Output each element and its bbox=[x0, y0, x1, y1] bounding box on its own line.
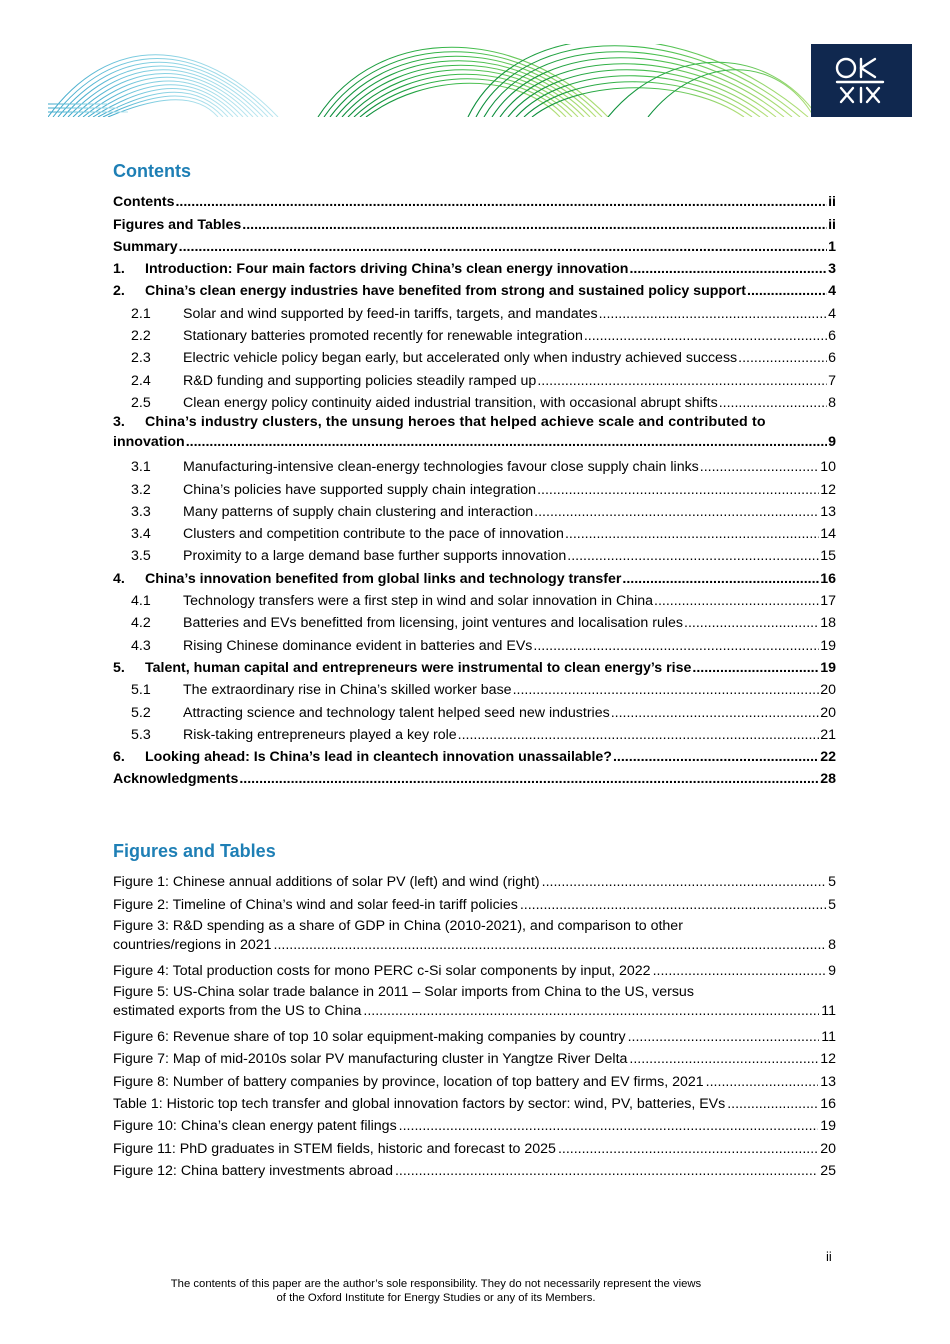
toc-leader-dots bbox=[622, 571, 819, 588]
figure-entry-page: 19 bbox=[820, 1118, 836, 1135]
toc-entry-number: 2.2 bbox=[131, 328, 151, 345]
toc-entry-title: Figures and Tables bbox=[113, 216, 242, 233]
figure-entry-title: Figure 11: PhD graduates in STEM fields, historic and forecast to 2025 bbox=[113, 1140, 556, 1157]
figure-entry-title: Table 1: Historic top tech transfer and global innovation factors by sector: wind, PV, batteries, EVs bbox=[113, 1096, 726, 1113]
toc-entry-number: 5.1 bbox=[131, 682, 151, 699]
figure-entry[interactable] bbox=[113, 891, 836, 913]
toc-entry-title: Clusters and competition contribute to the pace of innovation bbox=[183, 526, 564, 543]
toc-entry-title: Technology transfers were a first step in wind and solar innovation in China bbox=[183, 593, 654, 610]
toc-entry-page: 19 bbox=[820, 637, 836, 654]
figure-leader-dots bbox=[542, 874, 826, 891]
toc-entry-page: 4 bbox=[828, 305, 836, 322]
figure-entry-title-cont: countries/regions in 2021 bbox=[113, 936, 272, 953]
figure-entry[interactable] bbox=[113, 1135, 836, 1157]
toc-leader-dots bbox=[534, 504, 819, 521]
toc-entry-title: Risk-taking entrepreneurs played a key role bbox=[183, 726, 457, 743]
toc-entry-number: 6. bbox=[113, 749, 125, 766]
toc-entry-page: 12 bbox=[820, 481, 836, 498]
toc-leader-dots bbox=[700, 459, 819, 476]
figure-leader-dots bbox=[628, 1029, 820, 1046]
toc-entry-title: China’s industry clusters, the unsung heroes that helped achieve scale and contributed to bbox=[145, 413, 766, 430]
toc-entry-title: Acknowledgments bbox=[113, 771, 239, 788]
toc-leader-dots bbox=[654, 593, 819, 610]
toc-entry-title: Rising Chinese dominance evident in batteries and EVs bbox=[183, 637, 533, 654]
toc-entry[interactable] bbox=[113, 476, 836, 498]
toc-entry[interactable] bbox=[113, 632, 836, 654]
toc-entry[interactable] bbox=[113, 390, 836, 412]
toc-entry[interactable] bbox=[113, 722, 836, 744]
toc-leader-dots bbox=[175, 194, 827, 211]
toc-leader-dots bbox=[242, 217, 827, 234]
figure-entry-page: 16 bbox=[820, 1096, 836, 1113]
figure-entry-page: 9 bbox=[828, 962, 836, 979]
toc-entry-title: Introduction: Four main factors driving China’s clean energy innovation bbox=[145, 261, 629, 278]
figures-list bbox=[113, 869, 836, 1180]
figure-entry[interactable] bbox=[113, 869, 836, 891]
toc-entry[interactable] bbox=[113, 367, 836, 389]
toc-entry-number: 3. bbox=[113, 413, 125, 430]
toc-entry[interactable] bbox=[113, 588, 836, 610]
toc-entry-page: 4 bbox=[828, 283, 836, 300]
figure-entry-title: Figure 8: Number of battery companies by province, location of top battery and EV firms, 2021 bbox=[113, 1073, 704, 1090]
toc-entry-page: ii bbox=[828, 194, 836, 211]
figure-entry[interactable] bbox=[113, 1091, 836, 1113]
toc-entry-page: 7 bbox=[828, 372, 836, 389]
toc-entry[interactable] bbox=[113, 677, 836, 699]
toc-entry-page: 1 bbox=[828, 238, 836, 255]
toc-entry-number: 2.3 bbox=[131, 350, 151, 367]
figure-leader-dots bbox=[395, 1163, 818, 1180]
toc-entry-page: 20 bbox=[820, 682, 836, 699]
toc-entry-number: 5. bbox=[113, 659, 125, 676]
toc-entry-title: Contents bbox=[113, 194, 175, 211]
toc-entry-title: Batteries and EVs benefitted from licensing, joint ventures and localisation rules bbox=[183, 615, 683, 632]
figure-leader-dots bbox=[363, 1002, 819, 1021]
toc-entry-title: Manufacturing-intensive clean-energy technologies favour close supply chain links bbox=[183, 459, 699, 476]
toc-leader-dots bbox=[179, 239, 827, 256]
toc-entry-page: 22 bbox=[820, 749, 836, 766]
figure-entry-page: 12 bbox=[820, 1051, 836, 1068]
toc-entry-number: 2.1 bbox=[131, 305, 151, 322]
toc-entry[interactable] bbox=[113, 189, 836, 211]
toc-entry[interactable] bbox=[113, 499, 836, 521]
toc-leader-dots bbox=[458, 727, 820, 744]
toc-entry-title: Attracting science and technology talent helped seed new industries bbox=[183, 704, 610, 721]
toc-leader-dots bbox=[565, 526, 819, 543]
toc-entry-title: Clean energy policy continuity aided industrial transition, with occasional abrupt shifts bbox=[183, 394, 718, 411]
toc-entry-page: 20 bbox=[820, 704, 836, 721]
figure-entry-line bbox=[113, 1002, 836, 1021]
figure-leader-dots bbox=[274, 936, 827, 955]
figure-entry-page: 5 bbox=[828, 874, 836, 891]
figure-entry[interactable] bbox=[113, 983, 836, 1021]
toc-entry-number: 2.4 bbox=[131, 372, 151, 389]
table-of-contents bbox=[113, 189, 836, 788]
toc-entry-number: 3.2 bbox=[131, 481, 151, 498]
toc-entry[interactable] bbox=[113, 211, 836, 233]
toc-entry-page: 8 bbox=[828, 394, 836, 411]
toc-entry-line bbox=[113, 412, 836, 432]
figure-entry-title: Figure 7: Map of mid-2010s solar PV manufacturing cluster in Yangtze River Delta bbox=[113, 1051, 628, 1068]
toc-leader-dots bbox=[613, 749, 819, 766]
figure-entry-page: 8 bbox=[828, 936, 836, 953]
toc-entry-title: China’s innovation benefited from global links and technology transfer bbox=[145, 570, 622, 587]
toc-entry-number: 4.1 bbox=[131, 593, 151, 610]
toc-entry-number: 3.5 bbox=[131, 548, 151, 565]
toc-leader-dots bbox=[629, 261, 827, 278]
figure-leader-dots bbox=[727, 1096, 818, 1113]
figure-entry-title: Figure 12: China battery investments abroad bbox=[113, 1162, 393, 1179]
toc-entry-page: 21 bbox=[820, 726, 836, 743]
figure-entry-title: Figure 10: China’s clean energy patent filings bbox=[113, 1118, 397, 1135]
figure-entry-page: 20 bbox=[820, 1140, 836, 1157]
toc-entry-page: 18 bbox=[820, 615, 836, 632]
toc-entry[interactable] bbox=[113, 521, 836, 543]
contents-heading: Contents bbox=[113, 161, 191, 181]
figure-entry[interactable] bbox=[113, 1068, 836, 1090]
toc-entry[interactable] bbox=[113, 454, 836, 476]
toc-entry-title: Talent, human capital and entrepreneurs were instrumental to clean energy’s rise bbox=[145, 659, 692, 676]
toc-entry-title: R&D funding and supporting policies steadily ramped up bbox=[183, 372, 537, 389]
figure-entry-title: Figure 6: Revenue share of top 10 solar equipment-making companies by country bbox=[113, 1029, 626, 1046]
toc-entry-number: 4. bbox=[113, 570, 125, 587]
toc-entry-page: 28 bbox=[820, 771, 836, 788]
toc-leader-dots bbox=[738, 350, 827, 367]
toc-entry-page: 9 bbox=[828, 433, 836, 450]
toc-entry-page: 6 bbox=[828, 350, 836, 367]
figure-leader-dots bbox=[399, 1118, 819, 1135]
figure-leader-dots bbox=[520, 897, 826, 914]
figure-entry[interactable] bbox=[113, 1024, 836, 1046]
toc-entry[interactable] bbox=[113, 323, 836, 345]
toc-entry-title-cont: innovation bbox=[113, 433, 185, 450]
figure-leader-dots bbox=[629, 1051, 818, 1068]
figure-entry-page: 5 bbox=[828, 896, 836, 913]
toc-entry-page: 14 bbox=[820, 526, 836, 543]
toc-entry-title: Looking ahead: Is China’s lead in cleantech innovation unassailable? bbox=[145, 749, 612, 766]
toc-entry-number: 4.2 bbox=[131, 615, 151, 632]
toc-entry-title: Proximity to a large demand base further supports innovation bbox=[183, 548, 567, 565]
toc-leader-dots bbox=[537, 482, 819, 499]
toc-entry-page: 13 bbox=[820, 503, 836, 520]
toc-entry-number: 5.3 bbox=[131, 726, 151, 743]
toc-leader-dots bbox=[567, 548, 819, 565]
toc-entry-page: 10 bbox=[820, 459, 836, 476]
toc-entry[interactable] bbox=[113, 234, 836, 256]
toc-entry-number: 3.1 bbox=[131, 459, 151, 476]
figure-entry[interactable] bbox=[113, 1158, 836, 1180]
figure-entry[interactable] bbox=[113, 958, 836, 980]
toc-leader-dots bbox=[747, 283, 827, 300]
toc-entry[interactable] bbox=[113, 766, 836, 788]
figure-entry-page: 11 bbox=[821, 1002, 836, 1019]
figure-entry[interactable] bbox=[113, 1046, 836, 1068]
toc-entry-title: Electric vehicle policy began early, but accelerated only when industry achieved success bbox=[183, 350, 738, 367]
figure-leader-dots bbox=[558, 1141, 818, 1158]
toc-entry-page: 3 bbox=[828, 261, 836, 278]
toc-entry-line bbox=[113, 432, 836, 452]
figure-entry[interactable] bbox=[113, 1113, 836, 1135]
figure-entry-title: Figure 5: US-China solar trade balance in 2011 – Solar imports from China to the US, versus bbox=[113, 983, 694, 1000]
toc-entry[interactable] bbox=[113, 543, 836, 565]
figure-entry-line bbox=[113, 936, 836, 955]
toc-entry-title: China’s clean energy industries have benefited from strong and sustained policy support bbox=[145, 283, 746, 300]
figure-entry-title: Figure 1: Chinese annual additions of solar PV (left) and wind (right) bbox=[113, 874, 540, 891]
oies-logo-icon bbox=[811, 44, 912, 117]
figure-entry-title-cont: estimated exports from the US to China bbox=[113, 1002, 362, 1019]
figure-entry-title: Figure 4: Total production costs for mono PERC c-Si solar components by input, 2022 bbox=[113, 962, 651, 979]
toc-entry[interactable] bbox=[113, 744, 836, 766]
footer-line-1: The contents of this paper are the author’s sole responsibility. They do not necessarily represent the views bbox=[170, 1278, 702, 1290]
toc-entry[interactable] bbox=[113, 345, 836, 367]
footer-line-2: of the Oxford Institute for Energy Studies or any of its Members. bbox=[276, 1292, 596, 1304]
toc-entry[interactable] bbox=[113, 256, 836, 278]
toc-entry[interactable] bbox=[113, 699, 836, 721]
toc-leader-dots bbox=[584, 328, 827, 345]
toc-entry[interactable] bbox=[113, 412, 836, 452]
toc-entry-number: 2. bbox=[113, 283, 125, 300]
toc-entry-number: 3.3 bbox=[131, 503, 151, 520]
toc-entry-title: Solar and wind supported by feed-in tariffs, targets, and mandates bbox=[183, 305, 598, 322]
toc-leader-dots bbox=[239, 771, 819, 788]
toc-entry-number: 1. bbox=[113, 261, 125, 278]
toc-entry-page: 19 bbox=[820, 659, 836, 676]
toc-entry-title: The extraordinary rise in China’s skilled worker base bbox=[183, 682, 512, 699]
toc-entry[interactable] bbox=[113, 610, 836, 632]
footer-disclaimer bbox=[113, 1277, 759, 1305]
toc-entry-title: Summary bbox=[113, 238, 178, 255]
figure-entry-title: Figure 3: R&D spending as a share of GDP in China (2010-2021), and comparison to other bbox=[113, 917, 683, 934]
toc-leader-dots bbox=[599, 306, 828, 323]
toc-entry[interactable] bbox=[113, 655, 836, 677]
toc-leader-dots bbox=[692, 660, 819, 677]
figure-entry-page: 25 bbox=[820, 1162, 836, 1179]
figure-leader-dots bbox=[706, 1074, 819, 1091]
toc-leader-dots bbox=[537, 373, 827, 390]
toc-entry-number: 3.4 bbox=[131, 526, 151, 543]
toc-entry-page: 15 bbox=[820, 548, 836, 565]
toc-entry-page: 16 bbox=[820, 570, 836, 587]
toc-entry-number: 2.5 bbox=[131, 394, 151, 411]
toc-entry-number: 4.3 bbox=[131, 637, 151, 654]
figure-leader-dots bbox=[653, 963, 827, 980]
figures-tables-heading: Figures and Tables bbox=[113, 841, 276, 861]
oies-logo bbox=[811, 44, 912, 117]
toc-entry-title: Many patterns of supply chain clustering and interaction bbox=[183, 503, 534, 520]
toc-entry-title: Stationary batteries promoted recently for renewable integration bbox=[183, 328, 583, 345]
toc-leader-dots bbox=[533, 638, 819, 655]
toc-entry-page: 17 bbox=[820, 593, 836, 610]
toc-entry-page: 6 bbox=[828, 328, 836, 345]
toc-entry[interactable] bbox=[113, 565, 836, 587]
toc-leader-dots bbox=[513, 682, 820, 699]
figure-entry-page: 11 bbox=[821, 1029, 836, 1046]
page-number: ii bbox=[826, 1249, 832, 1264]
toc-entry[interactable] bbox=[113, 278, 836, 300]
toc-leader-dots bbox=[611, 705, 820, 722]
figure-entry-page: 13 bbox=[820, 1073, 836, 1090]
toc-entry[interactable] bbox=[113, 300, 836, 322]
toc-leader-dots bbox=[186, 432, 827, 452]
toc-leader-dots bbox=[719, 395, 827, 412]
wave-pattern-icon bbox=[48, 44, 912, 117]
toc-entry-title: China’s policies have supported supply chain integration bbox=[183, 481, 537, 498]
header-banner bbox=[48, 44, 912, 117]
toc-entry-number: 5.2 bbox=[131, 704, 151, 721]
toc-entry-page: ii bbox=[828, 216, 836, 233]
figure-entry[interactable] bbox=[113, 917, 836, 955]
figure-entry-title: Figure 2: Timeline of China’s wind and solar feed-in tariff policies bbox=[113, 896, 518, 913]
toc-leader-dots bbox=[684, 615, 819, 632]
